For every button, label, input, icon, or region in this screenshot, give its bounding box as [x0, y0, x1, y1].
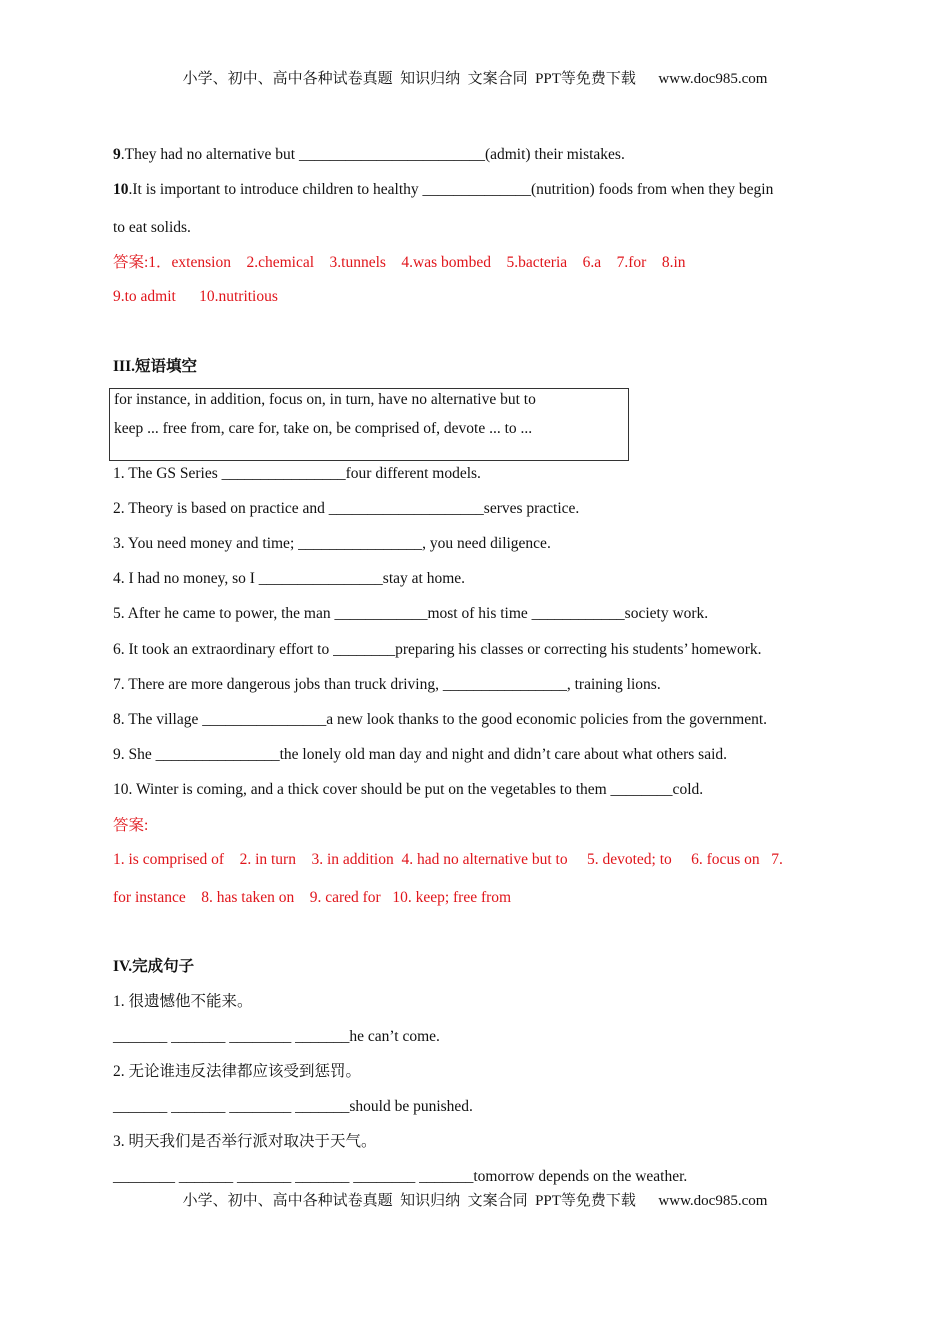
question-9 — [113, 145, 625, 165]
section-title: IV.完成句子 — [113, 958, 195, 975]
exercise-item: 1. The GS Series ________________four different models. — [113, 465, 481, 482]
exercise-item: 5. After he came to power, the man ____________most of his time ____________society work. — [113, 605, 709, 622]
question-10-continuation: to eat solids. — [113, 219, 191, 236]
phrase-bank-line: for instance, in addition, focus on, in turn, have no alternative but to — [114, 391, 536, 408]
question-10 — [113, 180, 773, 200]
sentence-blank: _______ _______ ________ _______he can’t come. — [113, 1028, 440, 1045]
phrase-bank-line: keep ... free from, care for, take on, be comprised of, devote ... to ... — [114, 420, 533, 437]
question-text: .It is important to introduce children to healthy ______________(nutrition) foods from when they begin — [128, 181, 774, 198]
page-header: 小学、初中、高中各种试卷真题 知识归纳 文案合同 PPT等免费下载 www.doc985.com — [182, 71, 768, 87]
answer-key-line: for instance 8. has taken on 9. cared for 10. keep; free from — [113, 889, 512, 906]
sentence-prompt: 3. 明天我们是否举行派对取决于天气。 — [113, 1133, 377, 1150]
answer-label: 答案: — [113, 817, 149, 834]
exercise-item: 3. You need money and time; ________________, you need diligence. — [113, 535, 551, 552]
question-number: 9 — [113, 146, 121, 163]
answer-key-line: 答案:1．extension 2.chemical 3.tunnels 4.was bombed 5.bacteria 6.a 7.for 8.in — [113, 254, 686, 271]
sentence-prompt: 2. 无论谁违反法律都应该受到惩罚。 — [113, 1063, 362, 1080]
answer-key-line: 9.to admit 10.nutritious — [113, 288, 278, 305]
section-title: III.短语填空 — [113, 358, 197, 375]
exercise-item: 10. Winter is coming, and a thick cover should be put on the vegetables to them ________cold. — [113, 781, 704, 798]
exercise-item: 9. She ________________the lonely old man day and night and didn’t care about what others said. — [113, 746, 728, 763]
answer-key-line: 1. is comprised of 2. in turn 3. in addition 4. had no alternative but to 5. devoted; to 6. focus on 7. — [113, 851, 783, 868]
question-text: .They had no alternative but ________________________(admit) their mistakes. — [120, 146, 625, 163]
sentence-blank: _______ _______ ________ _______should be punished. — [113, 1098, 473, 1115]
exercise-item: 8. The village ________________a new look thanks to the good economic policies from the government. — [113, 711, 768, 728]
sentence-blank: ________ _______ _______ _______ ________ _______tomorrow depends on the weather. — [113, 1168, 688, 1185]
exercise-item: 2. Theory is based on practice and ____________________serves practice. — [113, 500, 580, 517]
exercise-item: 6. It took an extraordinary effort to ________preparing his classes or correcting his students’ homework. — [113, 641, 762, 658]
question-number: 10 — [113, 181, 129, 198]
page-footer: 小学、初中、高中各种试卷真题 知识归纳 文案合同 PPT等免费下载 www.doc985.com — [182, 1193, 768, 1209]
exercise-item: 7. There are more dangerous jobs than truck driving, ________________, training lions. — [113, 676, 661, 693]
exercise-item: 4. I had no money, so I ________________stay at home. — [113, 570, 466, 587]
sentence-prompt: 1. 很遗憾他不能来。 — [113, 993, 253, 1010]
